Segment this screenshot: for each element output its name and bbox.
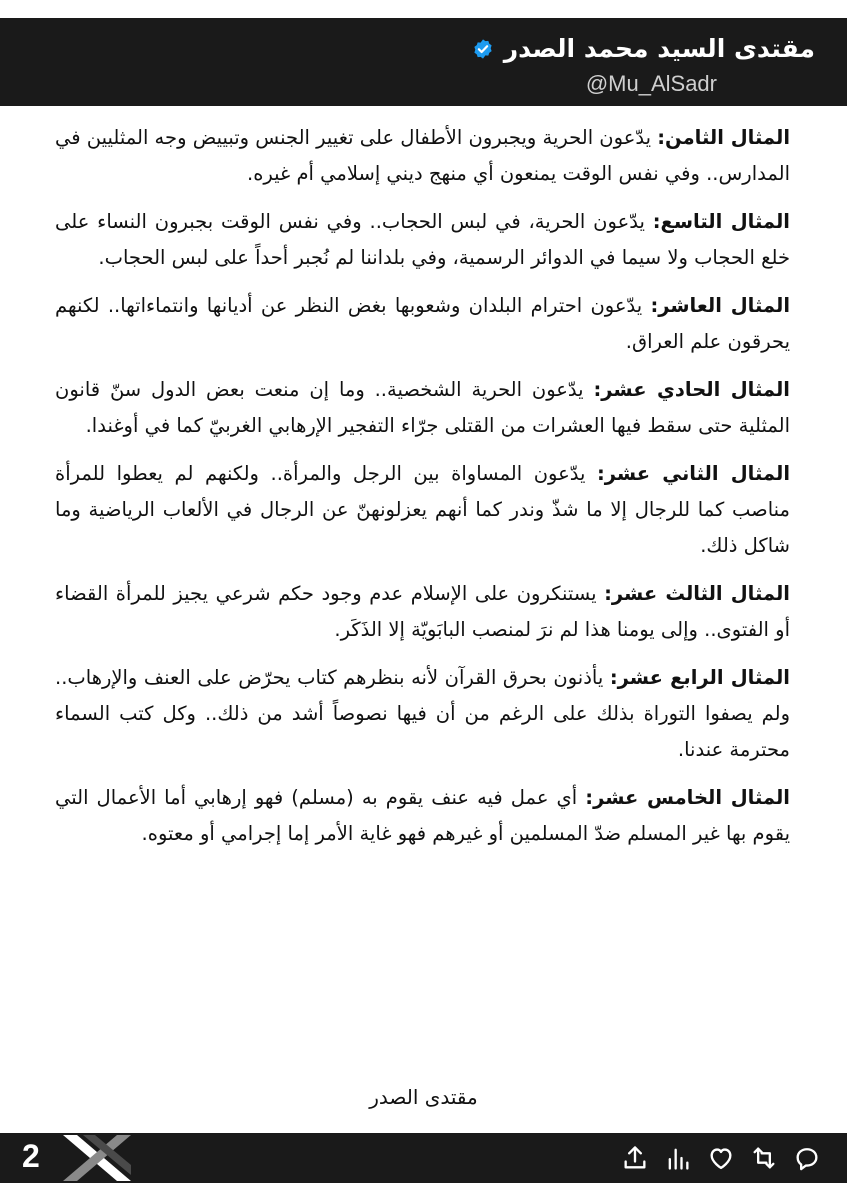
paragraph-label: المثال الرابع عشر: (609, 666, 790, 689)
paragraph-label: المثال الثامن: (657, 126, 790, 149)
author-row (472, 34, 815, 63)
paragraph (55, 780, 790, 852)
paragraph-label: المثال الثالث عشر: (604, 582, 790, 605)
author-handle[interactable]: @Mu_AlSadr (585, 71, 717, 96)
paragraph-text: يأذنون بحرق القرآن لأنه بنظرهم كتاب يحرّض على العنف والإرهاب.. ولم يصفوا التوراة بذلك على الرغم من أن فيها نصوصاً أشد من ذلك.. وكل كتب السماء محترمة عندنا. (55, 666, 790, 761)
like-icon[interactable] (707, 1144, 735, 1172)
tweet-body (55, 120, 790, 864)
paragraph-label: المثال العاشر: (650, 294, 791, 317)
paragraph-text: يدّعون الحرية ويجبرون الأطفال على تغيير الجنس وتبييض وجه المثليين في المدارس.. وفي نفس الوقت يمنعون أي منهج ديني إسلامي أم غيره. (55, 126, 790, 185)
paragraph-label: المثال الثاني عشر: (596, 462, 790, 485)
paragraph-text: يدّعون المساواة بين الرجل والمرأة.. ولكنهم لم يعطوا للمرأة مناصب كما للرجال إلا ما شذّ وندر كما أنهم يعزلونهنّ عن الرجال في الألعاب الرياضية وما شاكل ذلك. (55, 462, 790, 557)
page-number: 2 (22, 1138, 40, 1174)
paragraph (55, 456, 790, 564)
views-icon[interactable] (664, 1144, 692, 1172)
paragraph (55, 576, 790, 648)
tweet-footer (0, 1133, 847, 1183)
reply-icon[interactable] (793, 1144, 821, 1172)
paragraph-text: يدّعون الحرية، في لبس الحجاب.. وفي نفس الوقت بجبرون النساء على خلع الحجاب ولا سيما في الدوائر الرسمية، وفي بلداننا لم نُجبر أحداً على لبس الحجاب. (55, 210, 790, 269)
paragraph-text: أي عمل فيه عنف يقوم به (مسلم) فهو إرهابي أما الأعمال التي يقوم بها غير المسلم ضدّ المسلمين أو غيرهم فهو غاية الأمر إما إجرامي أو معتوه. (55, 786, 790, 845)
signature: مقتدى الصدر (369, 1085, 478, 1109)
tweet-header (0, 18, 847, 106)
paragraph (55, 288, 790, 360)
action-bar (621, 1144, 821, 1172)
paragraph (55, 204, 790, 276)
retweet-icon[interactable] (750, 1144, 778, 1172)
paragraph (55, 660, 790, 768)
paragraph-text: يدّعون احترام البلدان وشعوبها بغض النظر عن أديانها وانتماءاتها.. لكنهم يحرقون علم العراق. (55, 294, 790, 353)
paragraph (55, 120, 790, 192)
x-logo-icon (63, 1135, 131, 1181)
paragraph-label: المثال الخامس عشر: (585, 786, 790, 809)
paragraph-label: المثال الحادي عشر: (593, 378, 790, 401)
paragraph-label: المثال التاسع: (652, 210, 790, 233)
paragraph (55, 372, 790, 444)
paragraph-text: يستنكرون على الإسلام عدم وجود حكم شرعي يجيز للمرأة القضاء أو الفتوى.. وإلى يومنا هذا لم نرَ لمنصب البابَويّة إلا الذَكَر. (55, 582, 790, 641)
share-icon[interactable] (621, 1144, 649, 1172)
verified-badge-icon (472, 38, 494, 60)
author-name[interactable]: مقتدى السيد محمد الصدر (503, 34, 815, 63)
paragraph-text: يدّعون الحرية الشخصية.. وما إن منعت بعض الدول سنّ قانون المثلية حتى سقط فيها العشرات من القتلى جرّاء التفجير الإرهابي الغربيّ كما في أوغندا. (55, 378, 790, 437)
